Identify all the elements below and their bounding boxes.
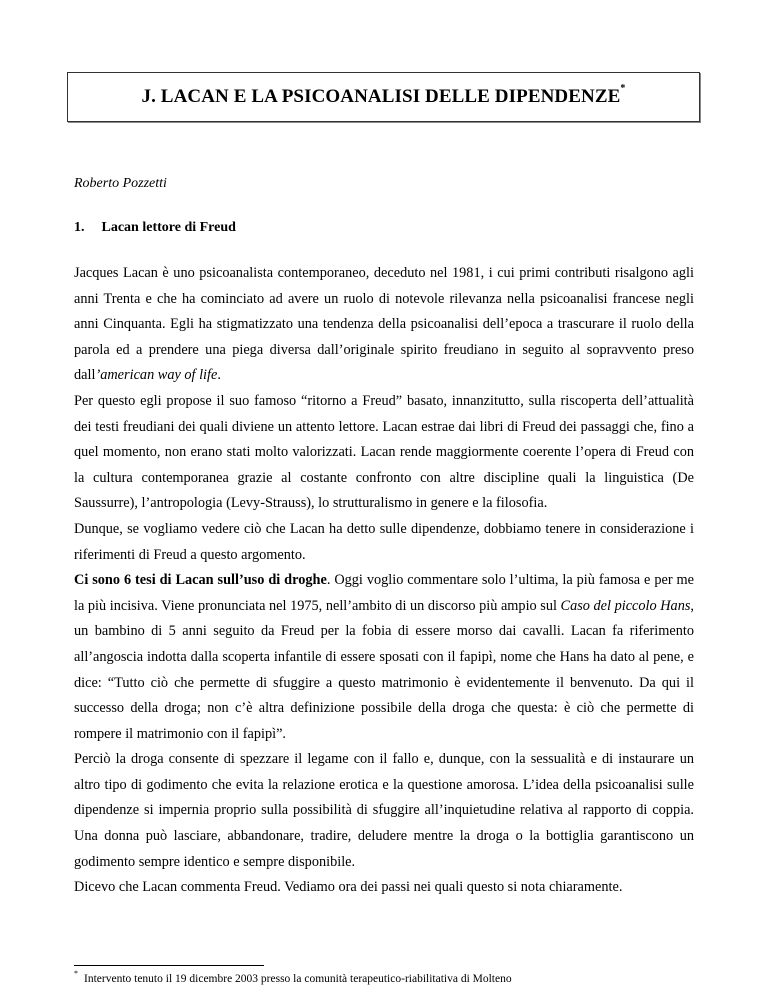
- paragraph-text: Per questo egli propose il suo famoso “ritorno a Freud” basato, innanzitutto, sulla riscoperta dell’attualità dei testi freudiani dei quali diviene un attento lettore. Lacan estrae dai libri di Freud dei passaggi che, fino a quel momento, non erano stati molto valorizzati. Lacan rende maggiormente coerente l’opera di Freud con la cultura contemporanea grazie al costante confronto con altre discipline quali la linguistica (De Saussurre), l’antropologia (Levy-Strauss), lo strutturalismo in genere e la filosofia.: [74, 392, 694, 512]
- title-footnote-mark: *: [620, 82, 626, 94]
- footnote-mark: *: [74, 969, 78, 978]
- author-name: Roberto Pozzetti: [74, 176, 167, 191]
- body-text: [74, 261, 694, 901]
- paragraph: [74, 875, 694, 901]
- paragraph: [74, 747, 694, 875]
- paragraph-text: Jacques Lacan è uno psicoanalista contemporaneo, deceduto nel 1981, i cui primi contributi risalgono agli anni Trenta e che ha cominciato ad avere un ruolo di notevole rilevanza nella psicoanalisi francese negli anni Cinquanta. Egli ha stigmatizzato una tendenza della psicoanalisi dell’epoca a trascurare il ruolo della parola ed a prendere una piega diversa dall’originale spirito freudiano in seguito al sopravvento preso dall: [74, 265, 694, 384]
- section-number: 1.: [74, 220, 85, 235]
- section-heading: [74, 220, 236, 236]
- paragraph-italic: Caso del piccolo Hans: [560, 597, 691, 614]
- paragraph-text: . Oggi voglio commentare solo l’ultima, la più famosa e per me la più incisiva. Viene pronunciata nel 1975, nell’ambito di un discorso più ampio sul: [74, 572, 694, 614]
- paragraph: [74, 261, 694, 389]
- document-title: [68, 82, 699, 108]
- title-box: [67, 72, 700, 122]
- paragraph: [74, 389, 694, 517]
- paragraph-text: .: [217, 367, 221, 384]
- section-title: Lacan lettore di Freud: [101, 220, 236, 235]
- paragraph: [74, 568, 694, 747]
- paragraph-text: Perciò la droga consente di spezzare il legame con il fallo e, dunque, con la sessualità e di instaurare un altro tipo di godimento che evita la relazione erotica e la questione amorosa. L’idea della psicoanalisi sulle dipendenze si impernia proprio sulla possibilità di sfuggire all’inquietudine relativa al rapporto di coppia. Una donna può lasciare, abbandonare, tradire, deludere mentre la droga o la bottiglia garantiscono un godimento sempre identico e sempre disponibile.: [74, 751, 694, 870]
- paragraph-text: Dicevo che Lacan commenta Freud. Vediamo ora dei passi nei quali questo si nota chiaramente.: [74, 879, 623, 896]
- paragraph-text: Dunque, se vogliamo vedere ciò che Lacan ha detto sulle dipendenze, dobbiamo tenere in considerazione i riferimenti di Freud a questo argomento.: [74, 520, 694, 563]
- paragraph: [74, 517, 694, 568]
- footnote: [74, 970, 512, 985]
- paragraph-text: , un bambino di 5 anni seguito da Freud per la fobia di essere morso dai cavalli. Lacan fa riferimento all’angoscia indotta dalla scoperta infantile di essere sposati con il fapipì, nome che Hans ha dato al pene, e dice: “Tutto ciò che permette di sfuggire a questo matrimonio è evidentemente il benvenuto. Da qui il successo della droga; non c’è altra definizione possibile della droga che questa: è ciò che permette di rompere il matrimonio con il fapipì”.: [74, 597, 694, 742]
- paragraph-bold: Ci sono 6 tesi di Lacan sull’uso di droghe: [74, 572, 327, 589]
- document-title-text: J. LACAN E LA PSICOANALISI DELLE DIPENDENZE: [141, 86, 621, 107]
- paragraph-italic: ’american way of life: [95, 367, 218, 384]
- footnote-divider: [74, 965, 264, 966]
- footnote-text: Intervento tenuto il 19 dicembre 2003 presso la comunità terapeutico-riabilitativa di Molteno: [84, 972, 512, 985]
